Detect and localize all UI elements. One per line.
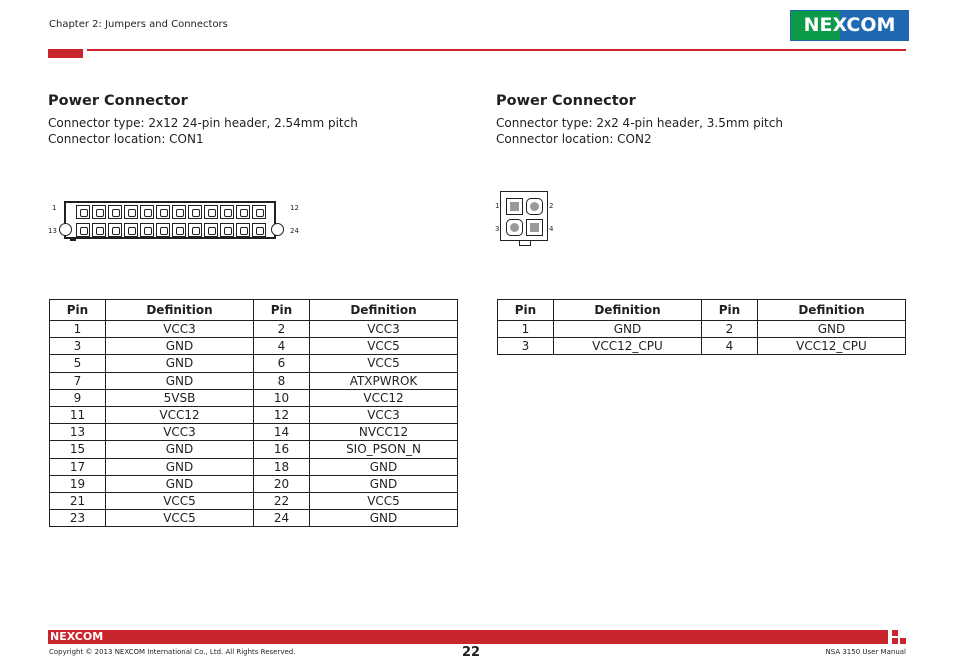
pin-number-cell: 4: [702, 338, 758, 355]
pin-definition-cell: VCC3: [310, 321, 458, 338]
pin-number-cell: 20: [254, 475, 310, 492]
pin-number-cell: 1: [50, 321, 106, 338]
diagram1-label-pin13: 13: [48, 227, 57, 235]
pin-number-cell: 19: [50, 475, 106, 492]
pin-number-cell: 23: [50, 510, 106, 527]
pin-definition-cell: VCC12_CPU: [554, 338, 702, 355]
pin-number-cell: 7: [50, 372, 106, 389]
pin-definition-cell: VCC12: [106, 406, 254, 423]
header-pin: [156, 205, 170, 219]
header-pin: [188, 205, 202, 219]
table-row: [50, 355, 458, 372]
header-pin: [204, 205, 218, 219]
diagram2-label-pin1: 1: [495, 202, 500, 210]
page-number: 22: [462, 645, 481, 660]
pin-number-cell: 15: [50, 441, 106, 458]
pin-definition-cell: VCC5: [106, 492, 254, 509]
table-row: [50, 510, 458, 527]
right-section-title: Power Connector: [496, 93, 636, 109]
diagram1-mount-hole-left: [59, 223, 72, 236]
pin-number-cell: 2: [254, 321, 310, 338]
diagram1-key-tab: [70, 238, 76, 241]
table-header-row: [50, 300, 458, 321]
pin-number-cell: 3: [498, 338, 554, 355]
nexcom-logo: [790, 10, 909, 41]
pin-number-cell: 18: [254, 458, 310, 475]
header-pin: [76, 223, 90, 237]
connector-24pin-diagram: [64, 201, 276, 239]
header-pin: [124, 205, 138, 219]
pin-definition-cell: VCC3: [106, 321, 254, 338]
pin-definition-cell: VCC5: [106, 510, 254, 527]
header-pin: [236, 205, 250, 219]
footer-square: [892, 630, 898, 636]
left-connector-location: Connector location: CON1: [48, 132, 204, 146]
pin-definition-cell: GND: [106, 441, 254, 458]
col-header-definition: Definition: [106, 300, 254, 321]
table-row: [50, 475, 458, 492]
pin-number-cell: 22: [254, 492, 310, 509]
table-row: [498, 321, 906, 338]
header-pin: [188, 223, 202, 237]
right-connector-type: Connector type: 2x2 4-pin header, 3.5mm pitch: [496, 116, 783, 130]
pin-definition-cell: VCC5: [310, 492, 458, 509]
header-pin: [92, 205, 106, 219]
header-pin: [204, 223, 218, 237]
header-pin: [108, 205, 122, 219]
pin-definition-cell: GND: [106, 458, 254, 475]
footer-bar: [48, 630, 888, 644]
pin-number-cell: 12: [254, 406, 310, 423]
logo-text: NEXCOM: [803, 14, 896, 36]
table-row: [50, 492, 458, 509]
table-row: [50, 458, 458, 475]
pin-number-cell: 11: [50, 406, 106, 423]
pin-number-cell: 21: [50, 492, 106, 509]
diagram2-label-pin4: 4: [549, 225, 554, 233]
header-pin: [220, 223, 234, 237]
col-header-definition: Definition: [758, 300, 906, 321]
pin-definition-cell: VCC5: [310, 355, 458, 372]
pin-number-cell: 24: [254, 510, 310, 527]
header-pin: [140, 223, 154, 237]
pin-number-cell: 4: [254, 338, 310, 355]
pin-4-square: [526, 219, 543, 236]
right-pin-table: [497, 299, 906, 355]
diagram2-label-pin3: 3: [495, 225, 500, 233]
header-pin: [124, 223, 138, 237]
header-pin: [92, 223, 106, 237]
header-pin: [220, 205, 234, 219]
pin-definition-cell: GND: [310, 475, 458, 492]
pin-1-square: [506, 198, 523, 215]
col-header-pin: Pin: [254, 300, 310, 321]
footer-logo: NEXCOM: [50, 630, 104, 643]
table-row: [50, 372, 458, 389]
pin-definition-cell: VCC5: [310, 338, 458, 355]
pin-definition-cell: VCC12: [310, 389, 458, 406]
pin-definition-cell: VCC3: [310, 406, 458, 423]
pin-number-cell: 13: [50, 424, 106, 441]
pin-number-cell: 9: [50, 389, 106, 406]
copyright-text: Copyright © 2013 NEXCOM International Co., Ltd. All Rights Reserved.: [49, 648, 296, 656]
pin-number-cell: 17: [50, 458, 106, 475]
pin-definition-cell: GND: [106, 338, 254, 355]
header-pin: [252, 205, 266, 219]
pin-definition-cell: GND: [758, 321, 906, 338]
left-pin-table: [49, 299, 458, 527]
left-section-title: Power Connector: [48, 93, 188, 109]
connector-4pin-diagram: [500, 191, 548, 241]
pin-definition-cell: GND: [554, 321, 702, 338]
pin-definition-cell: VCC3: [106, 424, 254, 441]
chapter-title: Chapter 2: Jumpers and Connectors: [49, 19, 228, 30]
table-row: [50, 389, 458, 406]
pin-2-round: [526, 198, 543, 215]
pin-number-cell: 8: [254, 372, 310, 389]
pin-number-cell: 2: [702, 321, 758, 338]
pin-row-bottom: [76, 223, 266, 237]
table-row: [50, 441, 458, 458]
header-pin: [156, 223, 170, 237]
col-header-definition: Definition: [554, 300, 702, 321]
header-accent-block: [48, 49, 83, 58]
pin-definition-cell: GND: [106, 475, 254, 492]
pin-3-round: [506, 219, 523, 236]
table-header-row: [498, 300, 906, 321]
table-row: [50, 338, 458, 355]
diagram1-label-pin1: 1: [52, 204, 57, 212]
diagram1-label-pin24: 24: [290, 227, 299, 235]
pin-number-cell: 3: [50, 338, 106, 355]
header-pin: [108, 223, 122, 237]
pin-number-cell: 1: [498, 321, 554, 338]
col-header-pin: Pin: [498, 300, 554, 321]
pin-definition-cell: NVCC12: [310, 424, 458, 441]
table-row: [50, 424, 458, 441]
pin-number-cell: 10: [254, 389, 310, 406]
pin-definition-cell: GND: [310, 458, 458, 475]
col-header-pin: Pin: [50, 300, 106, 321]
pin-definition-cell: SIO_PSON_N: [310, 441, 458, 458]
manual-title: NSA 3150 User Manual: [825, 648, 906, 656]
pin-number-cell: 5: [50, 355, 106, 372]
header-pin: [252, 223, 266, 237]
header-pin: [76, 205, 90, 219]
pin-definition-cell: GND: [106, 355, 254, 372]
diagram2-latch-tab: [519, 241, 531, 246]
header-pin: [236, 223, 250, 237]
right-connector-location: Connector location: CON2: [496, 132, 652, 146]
pin-definition-cell: 5VSB: [106, 389, 254, 406]
header-pin: [140, 205, 154, 219]
footer-square: [900, 638, 906, 644]
diagram1-label-pin12: 12: [290, 204, 299, 212]
left-connector-type: Connector type: 2x12 24-pin header, 2.54mm pitch: [48, 116, 358, 130]
header-rule: [87, 49, 906, 51]
pin-number-cell: 6: [254, 355, 310, 372]
table-row: [50, 406, 458, 423]
pin-definition-cell: VCC12_CPU: [758, 338, 906, 355]
header-pin: [172, 205, 186, 219]
pin-row-top: [76, 205, 266, 219]
pin-definition-cell: GND: [310, 510, 458, 527]
col-header-definition: Definition: [310, 300, 458, 321]
pin-definition-cell: ATXPWROK: [310, 372, 458, 389]
pin-number-cell: 14: [254, 424, 310, 441]
diagram1-mount-hole-right: [271, 223, 284, 236]
pin-definition-cell: GND: [106, 372, 254, 389]
table-row: [50, 321, 458, 338]
diagram2-label-pin2: 2: [549, 202, 554, 210]
col-header-pin: Pin: [702, 300, 758, 321]
footer-square: [892, 638, 898, 644]
header-pin: [172, 223, 186, 237]
pin-number-cell: 16: [254, 441, 310, 458]
table-row: [498, 338, 906, 355]
